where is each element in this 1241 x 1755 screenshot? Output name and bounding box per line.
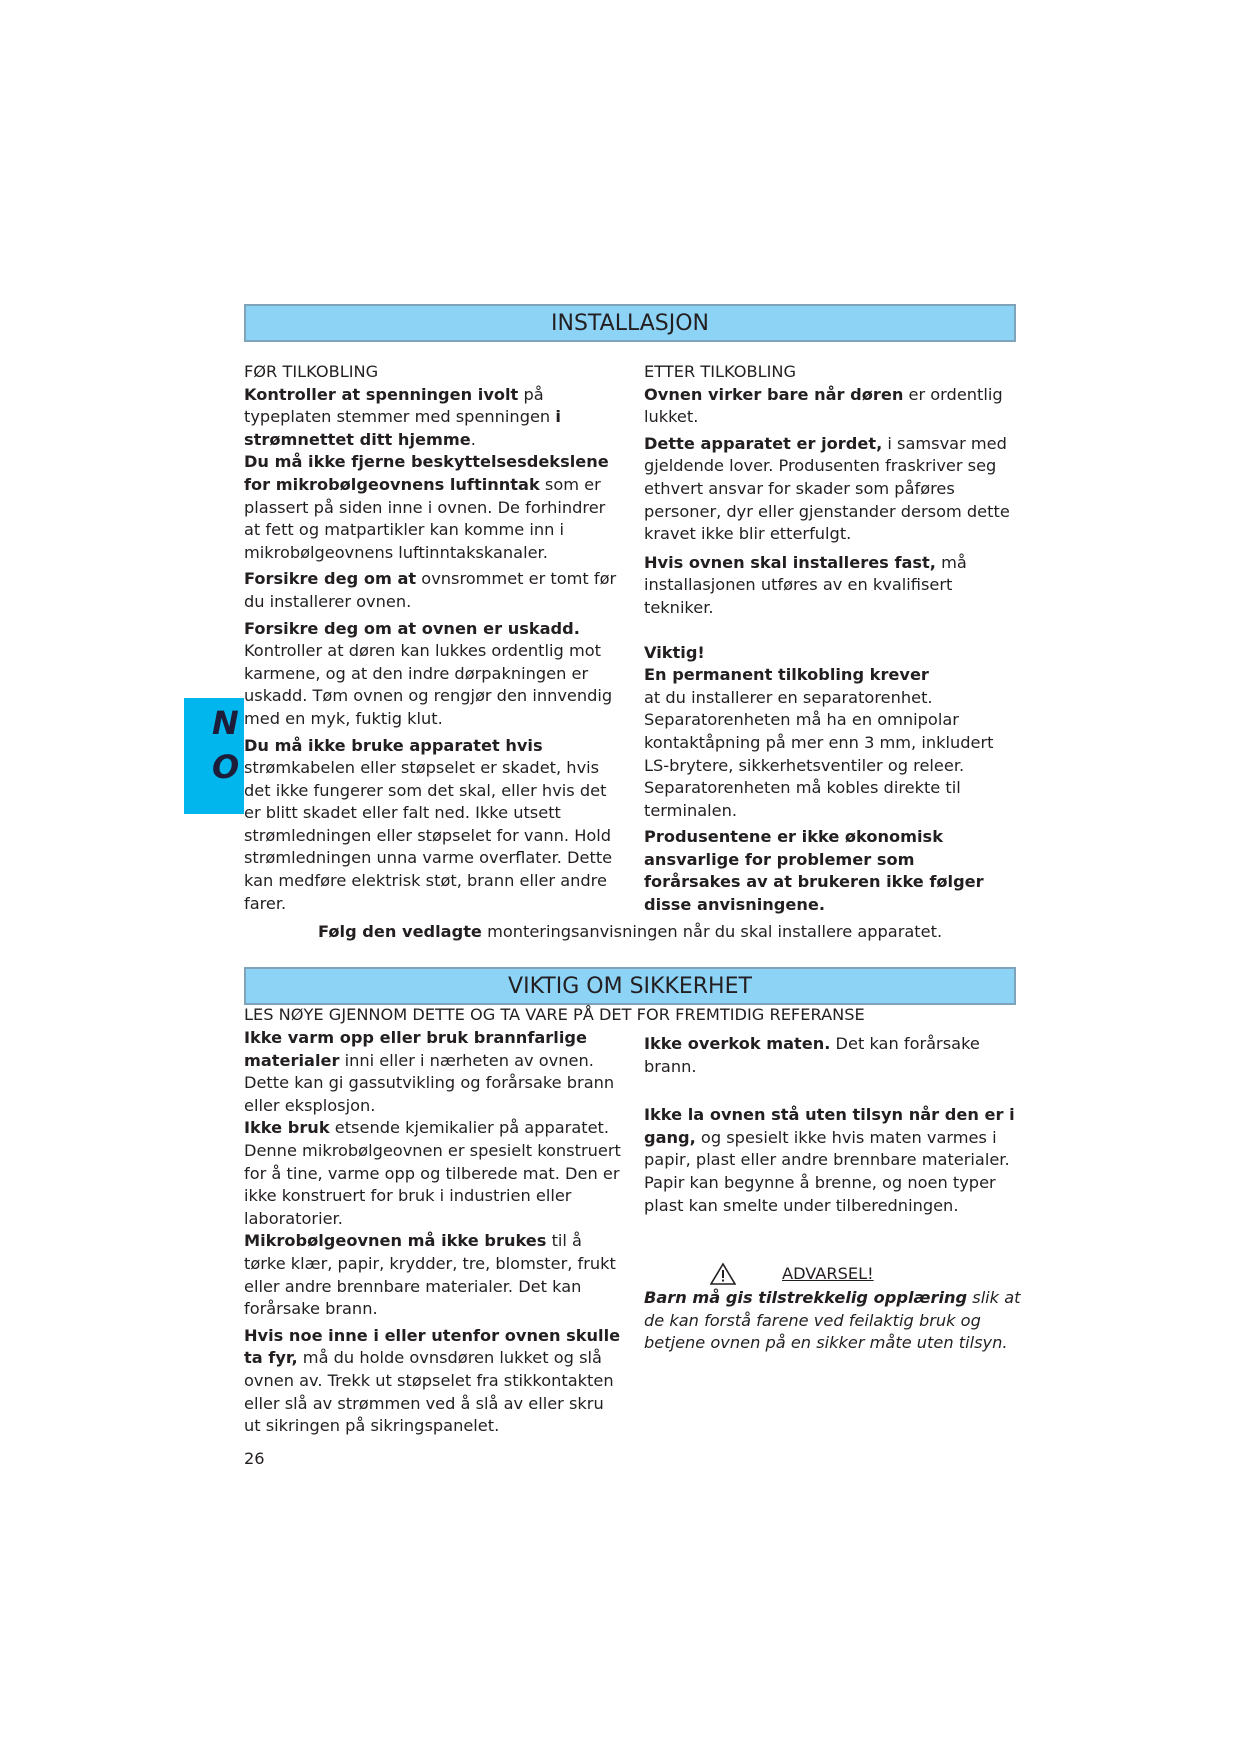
installation-left-column (244, 361, 619, 915)
empty-oven-paragraph: Forsikre deg om at ovnsrommet er tomt før du installerer ovnen. (244, 569, 617, 611)
installation-section-header: INSTALLASJON (244, 304, 1016, 342)
language-tab-letter-n: N (212, 704, 239, 742)
chemicals-paragraph: Ikke bruk etsende kjemikalier på apparatet. Denne mikrobølgeovnen er spesielt konstruert for å tine, varme opp og tilberede mat. Den er ikke konstruert for bruk i industrien eller laboratorier. (244, 1118, 621, 1228)
damaged-cable-paragraph: Du må ikke bruke apparatet hvis strømkabelen eller støpselet er skadet, hvis det ikke fungerer som det skal, eller hvis det er blitt skadet eller falt ned. Ikke utsett strømledningen eller støpselet for vann. Hold strømledningen unna varme overflater. Dette kan medføre elektrisk støt, brann eller andre farer. (244, 735, 613, 913)
important-paragraph: Viktig! En permanent tilkobling krever at du installerer en separatorenhet. Separatorenheten må ha en omnipolar kontaktåpning på mer enn 3 mm, inkludert LS-brytere, sikkerhetsventiler og releer. Separatorenheten må kobles direkte til terminalen. (644, 642, 994, 820)
warning-label: ADVARSEL! (782, 1263, 874, 1283)
undamaged-paragraph: Forsikre deg om at ovnen er uskadd. Kontroller at døren kan lukkes ordentlig mot karmene, og at den indre dørpakningen er uskadd. Tøm ovnen og rengjør den innvendig med en myk, fuktig klut. (244, 618, 613, 728)
unattended-paragraph: Ikke la ovnen stå uten tilsyn når den er i gang, og spesielt ikke hvis maten varmes i papir, plast eller andre brennbare materialer. Papir kan begynne å brenne, og noen typer plast kan smelte under tilberedningen. (644, 1105, 1015, 1215)
page-number: 26 (244, 1449, 265, 1468)
warning-triangle-icon (710, 1262, 736, 1286)
warning-paragraph: Barn må gis tilstrekkelig opplæring slik at de kan forstå farene ved feilaktig bruk og betjene ovnen på en sikker måte uten tilsyn. (644, 1288, 1021, 1353)
before-connection-heading: FØR TILKOBLING (244, 362, 379, 381)
drying-paragraph: Mikrobølgeovnen må ikke brukes til å tørke klær, papir, krydder, tre, blomster, frukt eller andre brennbare materialer. Det kan forårsake brann. (244, 1231, 616, 1319)
language-tab (184, 698, 244, 814)
installation-note: Følg den vedlagte monteringsanvisningen når du skal installere apparatet. (318, 922, 943, 941)
voltage-paragraph: Kontroller at spenningen ivolt på typeplaten stemmer med spenningen i strømnettet ditt hjemme. (244, 384, 561, 449)
overcook-paragraph: Ikke overkok maten. Det kan forårsake brann. (644, 1034, 980, 1076)
grounded-paragraph: Dette apparatet er jordet, i samsvar med gjeldende lover. Produsenten fraskriver seg ethvert ansvar for skader som påføres personer, dyr eller gjenstander dersom dette kravet ikke blir etterfulgt. (644, 433, 1010, 544)
fire-paragraph: Hvis noe inne i eller utenfor ovnen skulle ta fyr, må du holde ovnsdøren lukket og slå ovnen av. Trekk ut støpselet fra stikkontakten eller slå av strømmen ved å slå av eller skru ut sikringen på sikringspanelet. (244, 1325, 621, 1436)
safety-left-column (244, 1027, 624, 1438)
door-paragraph: Ovnen virker bare når døren er ordentlig lukket. (644, 384, 1003, 427)
safety-subtitle: LES NØYE GJENNOM DETTE OG TA VARE PÅ DET FOR FREMTIDIG REFERANSE (244, 1005, 865, 1024)
safety-right-column (644, 1033, 1024, 1355)
installation-right-column (644, 361, 1016, 917)
warning-heading (710, 1261, 1024, 1287)
flammable-paragraph: Ikke varm opp eller bruk brannfarlige materialer inni eller i nærheten av ovnen. Dette kan gi gassutvikling og forårsake brann eller eksplosjon. (244, 1028, 615, 1115)
covers-paragraph: Du må ikke fjerne beskyttelsesdekslene for mikrobølgeovnens luftinntak som er plassert på siden inne i ovnen. De forhindrer at fett og matpartikler kan komme inn i mikrobølgeovnens luftinntakskanaler. (244, 452, 609, 562)
language-tab-letter-o: O (212, 748, 240, 786)
after-connection-heading: ETTER TILKOBLING (644, 362, 797, 381)
fixed-install-paragraph: Hvis ovnen skal installeres fast, må installasjonen utføres av en kvalifisert tekniker. (644, 552, 967, 617)
liability-paragraph: Produsentene er ikke økonomisk ansvarlige for problemer som forårsakes av at brukeren ikke følger disse anvisningene. (644, 827, 984, 915)
safety-section-header: VIKTIG OM SIKKERHET (244, 967, 1016, 1005)
